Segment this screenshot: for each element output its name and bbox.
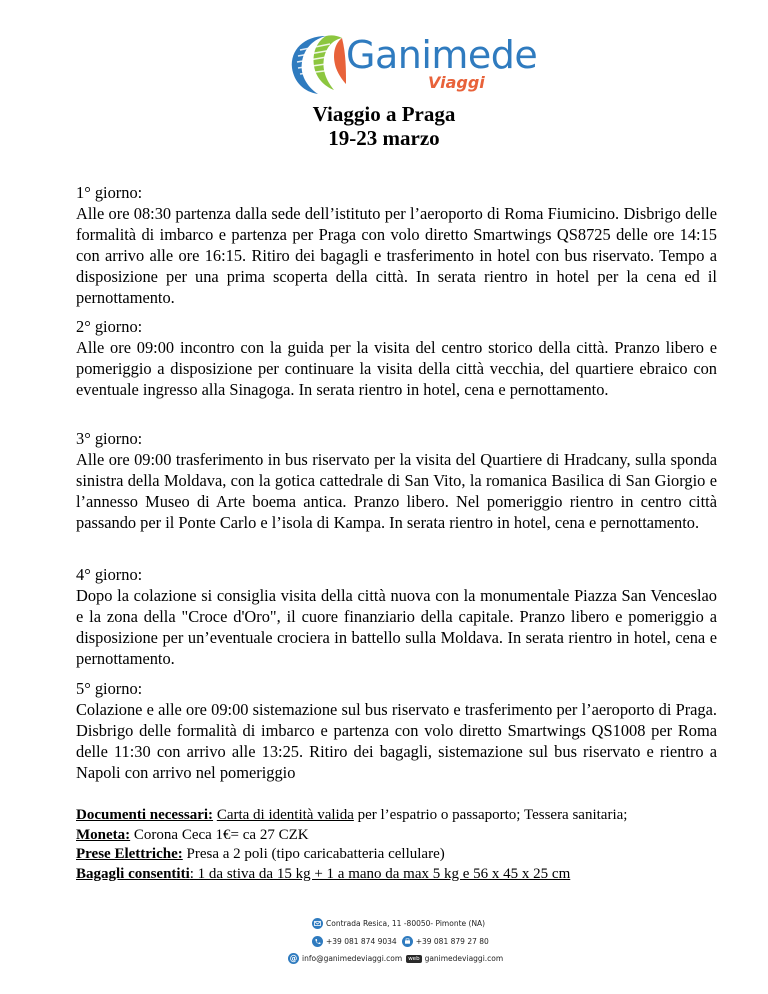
phone-row (312, 936, 489, 947)
day-4 (76, 564, 717, 669)
email-link[interactable]: info@ganimedeviaggi.com (302, 954, 403, 963)
website-link[interactable]: ganimedeviaggi.com (424, 954, 504, 963)
web-icon: web (408, 955, 420, 962)
web-row (288, 953, 503, 964)
travel-info (76, 806, 736, 884)
day-description: Alle ore 08:30 partenza dalla sede dell’istituto per l’aeroporto di Roma Fiumicino. Disbrigo delle formalità di imbarco e partenza per Praga con volo diretto Smartwings QS8725 delle ore 14:15 con arrivo alle ore 16:15. Ritiro dei bagagli e trasferimento in hotel con bus riservato. Tempo a disposizione per una prima scoperta della città. In serata rientro in hotel per la cena ed il pernottamento. (76, 204, 717, 307)
envelope-icon (312, 918, 323, 929)
day-description: Dopo la colazione si consiglia visita della città nuova con la monumentale Piazza San Venceslao e la zona della "Croce d'Oro", il cuore finanziario della capitale. Pranzo libero e pomeriggio a disposizione per un’eventuale crociera in battello sulla Moldava. In serata rientro in hotel, cena e pernottamento. (76, 586, 717, 668)
phone-number: +39 081 874 9034 (326, 937, 397, 946)
day-heading: 3° giorno: (76, 429, 143, 448)
document-title: Viaggio a Praga (312, 102, 456, 126)
day-heading: 2° giorno: (76, 317, 143, 336)
brand-subtitle: Viaggi (428, 73, 485, 92)
document-dates: 19-23 marzo (328, 126, 440, 150)
day-description: Colazione e alle ore 09:00 sistemazione sul bus riservato e trasferimento per l’aeroporto di Praga. Disbrigo delle formalità di imbarco e partenza con volo diretto Smartwings QS1008 per Roma delle 11:30 con arrivo alle 13:25. Ritiro dei bagagli, sistemazione sul bus riservato e rientro a Napoli con arrivo nel pomeriggio (76, 700, 717, 782)
phone-icon (312, 936, 323, 947)
documents-row (76, 806, 736, 826)
luggage-value: : 1 da stiva da 15 kg + 1 a mano da max 5 kg e 56 x 45 x 25 cm (189, 865, 571, 882)
at-icon (288, 953, 299, 964)
currency-row (76, 826, 736, 846)
brand-name: Ganimede (346, 33, 538, 77)
sockets-label: Prese Elettriche: (76, 846, 183, 862)
day-heading: 1° giorno: (76, 183, 143, 202)
day-1 (76, 182, 717, 308)
day-2 (76, 316, 717, 400)
logo-swirl-icon (286, 30, 348, 96)
ganimede-logo (286, 30, 538, 98)
day-description: Alle ore 09:00 trasferimento in bus riservato per la visita del Quartiere di Hradcany, sulla sponda sinistra della Moldava, con la gotica cattedrale di San Vito, la romanica Basilica di San Giorgio e l’annesso Museo di Arte boema antica. Pranzo libero. Nel pomeriggio rientro in centro città passando per il Ponte Carlo e l’isola di Kampa. In serata rientro in hotel, cena e pernottamento. (76, 450, 717, 532)
day-heading: 5° giorno: (76, 679, 143, 698)
luggage-row (76, 865, 736, 885)
fax-number: +39 081 879 27 80 (415, 937, 489, 946)
day-5 (76, 678, 717, 783)
currency-value: Corona Ceca 1€= ca 27 CZK (130, 826, 309, 843)
address-row (312, 918, 485, 929)
currency-label: Moneta: (76, 826, 131, 843)
sockets-row (76, 845, 736, 865)
documents-label: Documenti necessari: (76, 807, 214, 823)
address-text: Contrada Resica, 11 -80050- Pimonte (NA) (326, 919, 486, 928)
day-description: Alle ore 09:00 incontro con la guida per la visita del centro storico della città. Pranzo libero e pomeriggio a disposizione per continuare la visita della città vecchia, del quartiere ebraico con eventuale ingresso alla Sinagoga. In serata rientro in hotel, cena e pernottamento. (76, 338, 717, 399)
day-3 (76, 428, 717, 533)
day-heading: 4° giorno: (76, 565, 143, 584)
svg-text:@: @ (289, 954, 298, 963)
documents-value: per l’espatrio o passaporto; Tessera sanitaria; (353, 807, 628, 823)
documents-id-card: Carta di identità valida (216, 807, 354, 823)
luggage-label: Bagagli consentiti (76, 865, 190, 882)
sockets-value: Presa a 2 poli (tipo caricabatteria cellulare) (182, 846, 445, 862)
fax-icon (402, 936, 413, 947)
